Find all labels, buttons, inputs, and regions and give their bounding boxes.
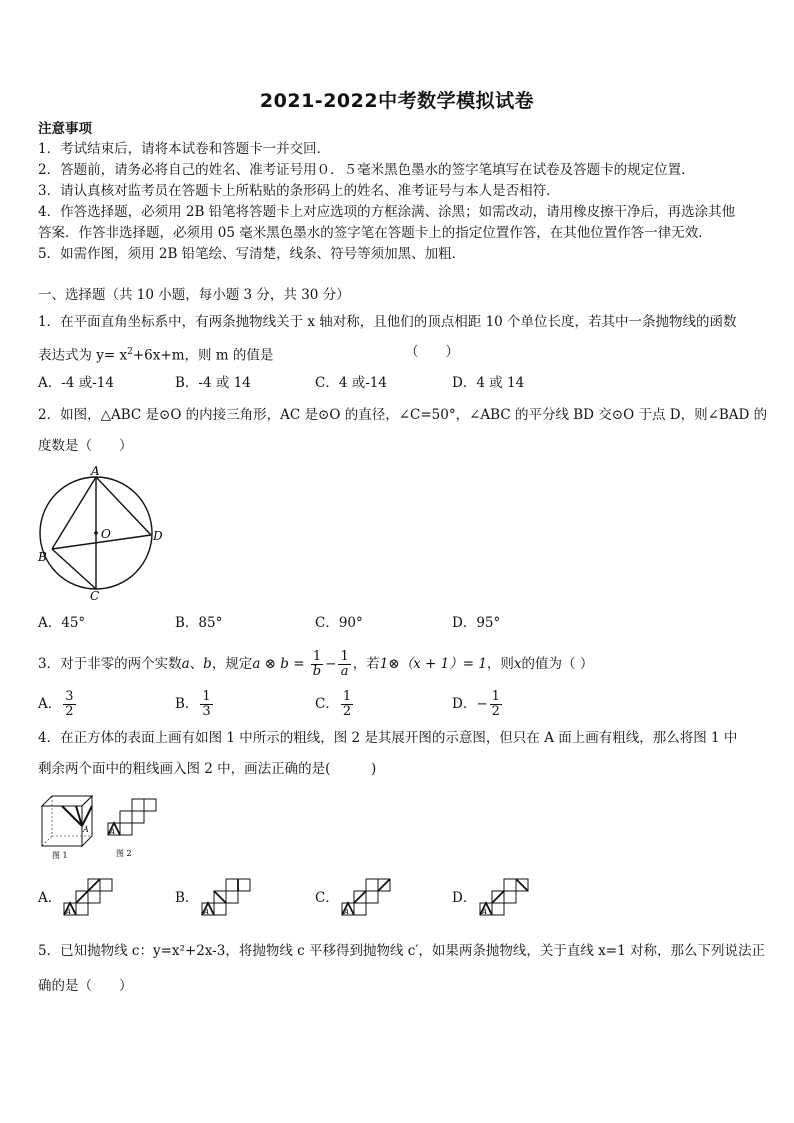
section-heading: 一、选择题（共 10 小题，每小题 3 分，共 30 分）	[38, 287, 350, 303]
question-1-text: 1．在平面直角坐标系中，有两条抛物线关于 x 轴对称，且他们的顶点相距 10 个单位长度，若其中一条抛物线的函数	[38, 314, 737, 330]
answer-paren: （ ）	[405, 344, 459, 360]
option-a[interactable]: A．	[38, 890, 62, 906]
question-2-text: 2．如图，△ABC 是⊙O 的内接三角形，AC 是⊙O 的直径，∠C=50°，∠ABC 的平分线 BD 交⊙O 于点 D，则∠BAD 的	[38, 407, 768, 423]
option-d[interactable]: D．95°	[452, 615, 501, 631]
label-d: D	[153, 529, 163, 543]
page-title: 2021-2022中考数学模拟试卷	[259, 90, 535, 112]
question-5-text: 5．已知抛物线 c：y=x²+2x-3，将抛物线 c 平移得到抛物线 c′，如果两条抛物线，关于直线 x=1 对称，那么下列说法正	[38, 943, 765, 959]
svg-text:A: A	[344, 908, 350, 916]
option-c[interactable]: C．4 或-14	[315, 375, 387, 391]
option-c-net[interactable]	[340, 877, 394, 917]
option-c[interactable]: C．90°	[315, 615, 363, 631]
notice-heading: 注意事项	[38, 121, 92, 137]
question-2-text-2: 度数是（ ）	[38, 438, 133, 454]
svg-text:A: A	[482, 908, 488, 916]
svg-text:A: A	[204, 908, 210, 916]
center-point	[94, 531, 98, 535]
question-1-text-2: 表达式为 $y= x^2+6x+m$，则 m 的值是	[38, 347, 274, 364]
notice-item: 1．考试结束后，请将本试卷和答题卡一并交回．	[38, 141, 331, 157]
option-c[interactable]: C．	[315, 890, 339, 906]
option-b[interactable]: B． $\frac{1}{3}$	[175, 689, 211, 719]
option-d-net[interactable]	[478, 877, 532, 917]
option-a[interactable]: A．-4 或-14	[38, 375, 114, 391]
option-b[interactable]: B．	[175, 890, 199, 906]
option-a[interactable]: A．45°	[38, 615, 86, 631]
notice-item: 5．如需作图，须用 2B 铅笔绘、写清楚，线条、符号等须加黑、加粗．	[38, 246, 466, 262]
question-4-text: 4．在正方体的表面上画有如图 1 中所示的粗线，图 2 是其展开图的示意图，但只在 A 面上画有粗线，那么将图 1 中	[38, 730, 738, 746]
fraction-1-over-b: $\frac{1}{b}$	[312, 649, 322, 679]
line-ab	[52, 477, 96, 549]
notice-item: 4．作答选择题，必须用 2B 铅笔将答题卡上对应选项的方框涂满、涂黑；如需改动，请用橡皮擦干净后，再选涂其他	[38, 204, 736, 220]
cube-figure	[38, 792, 98, 862]
option-b[interactable]: B．85°	[175, 615, 223, 631]
option-d[interactable]: D．	[452, 890, 477, 906]
question-4-text-2: 剩余两个面中的粗线画入图 2 中，画法正确的是( )	[38, 761, 377, 777]
label-o: O	[101, 527, 111, 541]
notice-item: 3．请认真核对监考员在答题卡上所粘贴的条形码上的姓名、准考证号与本人是否相符．	[38, 183, 560, 199]
option-b[interactable]: B．-4 或 14	[175, 375, 251, 391]
svg-text:A: A	[83, 825, 89, 834]
label-c: C	[90, 589, 100, 602]
option-d[interactable]: D．4 或 14	[452, 375, 525, 391]
svg-text:A: A	[66, 908, 72, 916]
notice-item: 答案．作答非选择题，必须用 05 毫米黑色墨水的签字笔在答题卡上的指定位置作答，在其他位置作答一律无效．	[38, 225, 712, 241]
svg-text:A: A	[110, 828, 116, 836]
option-b-net[interactable]	[200, 877, 254, 917]
question-3-text: 3．对于非零的两个实数a、b，规定a ⊗ b = $\frac{1}{b}$ − $\frac{1}{a}$ ，若1⊗（x + 1）= 1，则x的值为（ ）	[38, 649, 594, 679]
option-a[interactable]: A． $\frac{3}{2}$	[38, 689, 74, 719]
option-d[interactable]: D．− $\frac{1}{2}$	[452, 689, 500, 719]
label-a: A	[91, 464, 100, 478]
label-b: B	[38, 550, 47, 564]
net-figure	[106, 797, 166, 862]
notice-item: 2．答题前，请务必将自己的姓名、准考证号用０．５毫米黑色墨水的签字笔填写在试卷及答题卡的规定位置．	[38, 162, 695, 178]
circle-figure	[30, 462, 170, 602]
question-5-text-2: 确的是（ ）	[38, 978, 133, 994]
fraction-1-over-a: $\frac{1}{a}$	[340, 649, 349, 679]
option-c[interactable]: C． $\frac{1}{2}$	[315, 689, 352, 719]
option-a-net[interactable]	[62, 877, 116, 917]
line-bc	[52, 549, 96, 589]
fig2-caption: 图 2	[116, 849, 132, 858]
fig1-caption: 图 1	[52, 851, 68, 860]
